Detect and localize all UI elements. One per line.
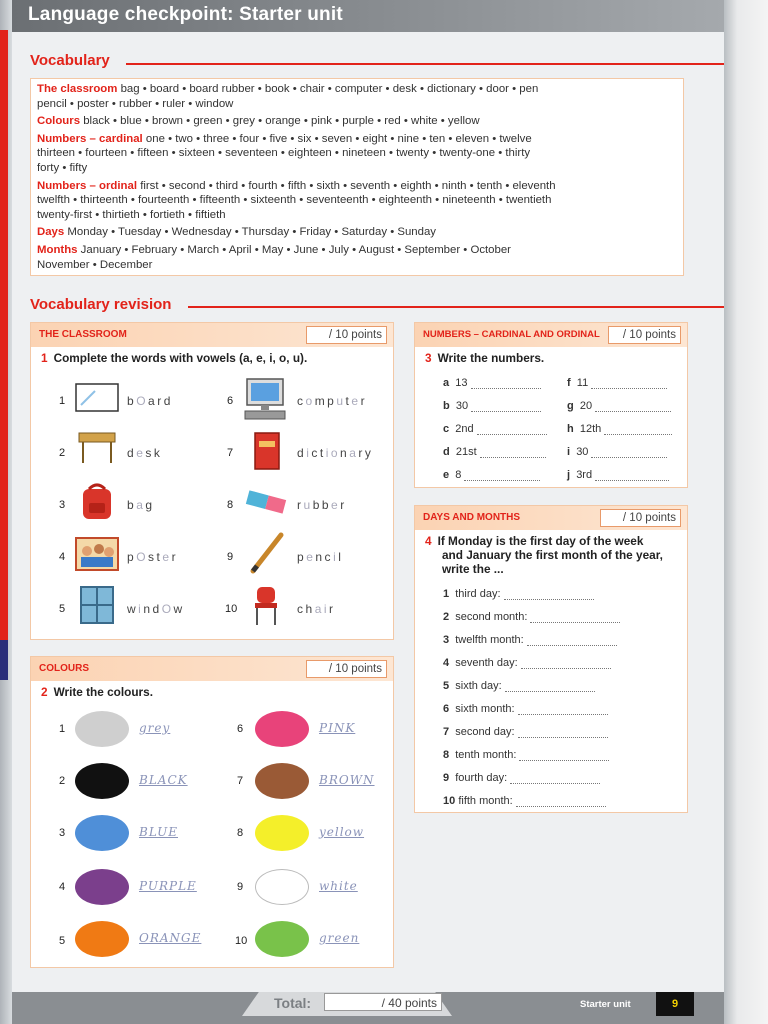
day-item-8[interactable]: 8 tenth month:	[443, 749, 609, 761]
colour-swatch-yellow	[255, 815, 309, 851]
item-number: 6	[227, 395, 234, 407]
bag-icon	[79, 483, 115, 521]
numbers-card	[414, 322, 688, 488]
classroom-points-box[interactable]: / 10 points	[306, 326, 387, 344]
item-number: 10	[225, 603, 238, 615]
item-number: 3	[59, 499, 66, 511]
number-item-b[interactable]: b 30	[443, 400, 541, 412]
desk-icon	[77, 431, 117, 465]
day-item-2[interactable]: 2 second month:	[443, 611, 620, 623]
colour-swatch-green	[255, 921, 309, 957]
pencil-icon	[247, 531, 287, 575]
day-item-5[interactable]: 5 sixth day:	[443, 680, 595, 692]
word-dictionary[interactable]: dictionary	[297, 446, 374, 460]
numbers-card-head: NUMBERS – CARDINAL AND ORDINAL / 10 points	[415, 323, 687, 347]
word-desk[interactable]: desk	[127, 446, 163, 460]
question-1: 1 Complete the words with vowels (a, e, i, o, u).	[41, 351, 308, 365]
day-item-7[interactable]: 7 second day:	[443, 726, 608, 738]
answer-field[interactable]: PURPLE	[139, 879, 197, 893]
word-rubber[interactable]: rubber	[297, 498, 347, 512]
number-item-j[interactable]: j 3rd	[567, 469, 669, 481]
board-icon	[75, 383, 119, 413]
vocab-row-classroom: The classroom bag • board • board rubber • book • chair • computer • desk • dictionary • door • pen pencil • poster • rubber • ruler • window	[37, 83, 539, 110]
vocab-row-months: Months January • February • March • April • May • June • July • August • September • October November • December	[37, 243, 511, 271]
number-item-a[interactable]: a 13	[443, 377, 541, 389]
footer-unit-label: Starter unit	[580, 999, 631, 1010]
answer-field[interactable]: BLACK	[139, 773, 188, 787]
poster-icon	[75, 537, 119, 571]
days-card-head: DAYS AND MONTHS / 10 points	[415, 506, 687, 530]
chair-icon	[251, 585, 281, 627]
computer-icon	[243, 377, 287, 421]
word-chair[interactable]: chair	[297, 602, 336, 616]
colour-swatch-blue	[75, 815, 129, 851]
item-number: 9	[227, 551, 234, 563]
rubber-icon	[243, 487, 289, 517]
item-number: 7	[237, 775, 244, 787]
header-bar	[12, 0, 724, 32]
word-window[interactable]: windOw	[127, 602, 185, 616]
question-2: 2 Write the colours.	[41, 685, 153, 699]
days-months-card	[414, 505, 688, 813]
answer-field[interactable]: ORANGE	[139, 931, 202, 945]
blue-tab	[0, 640, 8, 680]
vocab-row-ordinal: Numbers – ordinal first • second • third • fourth • fifth • sixth • seventh • eighth • ninth • tenth • eleventh twelfth • thirteenth • fourteenth • fifteenth • sixteenth • seventeenth • eighteenth • nineteenth • twentieth twenty-first • thirtieth • fortieth • fiftieth	[37, 179, 556, 221]
item-number: 8	[237, 827, 244, 839]
page-edge	[724, 0, 768, 1024]
item-number: 8	[227, 499, 234, 511]
colours-card-head: COLOURS / 10 points	[31, 657, 393, 681]
item-number: 7	[227, 447, 234, 459]
dictionary-icon	[251, 431, 283, 471]
item-number: 1	[59, 395, 66, 407]
item-number: 4	[59, 881, 66, 893]
number-item-i[interactable]: i 30	[567, 446, 667, 458]
vocab-row-cardinal: Numbers – cardinal one • two • three • four • five • six • seven • eight • nine • ten • eleven • twelve thirteen • fourteen • fifteen • sixteen • seventeen • eighteen • nineteen • twenty • twenty-one • thirty forty • fifty	[37, 132, 532, 174]
item-number: 10	[235, 935, 248, 947]
word-poster[interactable]: pOster	[127, 550, 179, 564]
word-computer[interactable]: computer	[297, 394, 368, 408]
red-tab	[0, 30, 8, 640]
vocab-row-days: Days Monday • Tuesday • Wednesday • Thursday • Friday • Saturday • Sunday	[37, 226, 436, 239]
revision-rule	[188, 306, 724, 308]
item-number: 5	[59, 935, 66, 947]
page-number: 9	[656, 992, 694, 1016]
day-item-4[interactable]: 4 seventh day:	[443, 657, 611, 669]
numbers-points-box[interactable]: / 10 points	[608, 326, 681, 344]
colour-swatch-black	[75, 763, 129, 799]
day-item-6[interactable]: 6 sixth month:	[443, 703, 608, 715]
day-item-1[interactable]: 1 third day:	[443, 588, 594, 600]
colours-card	[30, 656, 394, 968]
number-item-g[interactable]: g 20	[567, 400, 671, 412]
colour-swatch-white	[255, 869, 309, 905]
book-spine	[0, 0, 12, 1024]
classroom-card-head: THE CLASSROOM / 10 points	[31, 323, 393, 347]
colour-swatch-purple	[75, 869, 129, 905]
question-3: 3 Write the numbers.	[425, 351, 545, 365]
item-number: 9	[237, 881, 244, 893]
item-number: 2	[59, 447, 66, 459]
classroom-card	[30, 322, 394, 640]
colour-swatch-orange	[75, 921, 129, 957]
answer-field[interactable]: yellow	[319, 825, 365, 839]
word-pencil[interactable]: pencil	[297, 550, 344, 564]
day-item-9[interactable]: 9 fourth day:	[443, 772, 600, 784]
number-item-h[interactable]: h 12th	[567, 423, 672, 435]
vocab-row-colours: Colours black • blue • brown • green • grey • orange • pink • purple • red • white • yellow	[37, 115, 480, 128]
number-item-f[interactable]: f 11	[567, 377, 667, 389]
colour-swatch-pink	[255, 711, 309, 747]
word-board[interactable]: bOard	[127, 394, 173, 408]
revision-title: Vocabulary revision	[30, 296, 172, 313]
item-number: 6	[237, 723, 244, 735]
item-number: 3	[59, 827, 66, 839]
item-number: 1	[59, 723, 66, 735]
item-number: 2	[59, 775, 66, 787]
answer-field[interactable]: white	[319, 879, 358, 893]
answer-field[interactable]: green	[319, 931, 360, 945]
number-item-d[interactable]: d 21st	[443, 446, 546, 458]
word-bag[interactable]: bag	[127, 498, 155, 512]
number-item-e[interactable]: e 8	[443, 469, 540, 481]
item-number: 4	[59, 551, 66, 563]
answer-field[interactable]: BROWN	[319, 773, 375, 787]
day-item-10[interactable]: 10 fifth month:	[443, 795, 606, 807]
days-points-box[interactable]: / 10 points	[600, 509, 681, 527]
total-points-box[interactable]: / 40 points	[324, 993, 442, 1011]
answer-field[interactable]: grey	[139, 721, 171, 735]
colour-swatch-brown	[255, 763, 309, 799]
vocabulary-title: Vocabulary	[30, 52, 110, 69]
page-title: Language checkpoint: Starter unit	[28, 4, 343, 25]
total-label: Total:	[274, 995, 312, 1011]
answer-field[interactable]: BLUE	[139, 825, 179, 839]
number-item-c[interactable]: c 2nd	[443, 423, 547, 435]
day-item-3[interactable]: 3 twelfth month:	[443, 634, 617, 646]
question-4: 4 If Monday is the first day of the week and January the first month of the year, write the ...	[425, 534, 663, 576]
workbook-page	[12, 0, 724, 1024]
vocabulary-list	[30, 78, 684, 276]
vocabulary-rule	[126, 63, 724, 65]
item-number: 5	[59, 603, 66, 615]
answer-field[interactable]: PINK	[319, 721, 356, 735]
colour-swatch-grey	[75, 711, 129, 747]
window-icon	[79, 585, 115, 625]
colours-points-box[interactable]: / 10 points	[306, 660, 387, 678]
